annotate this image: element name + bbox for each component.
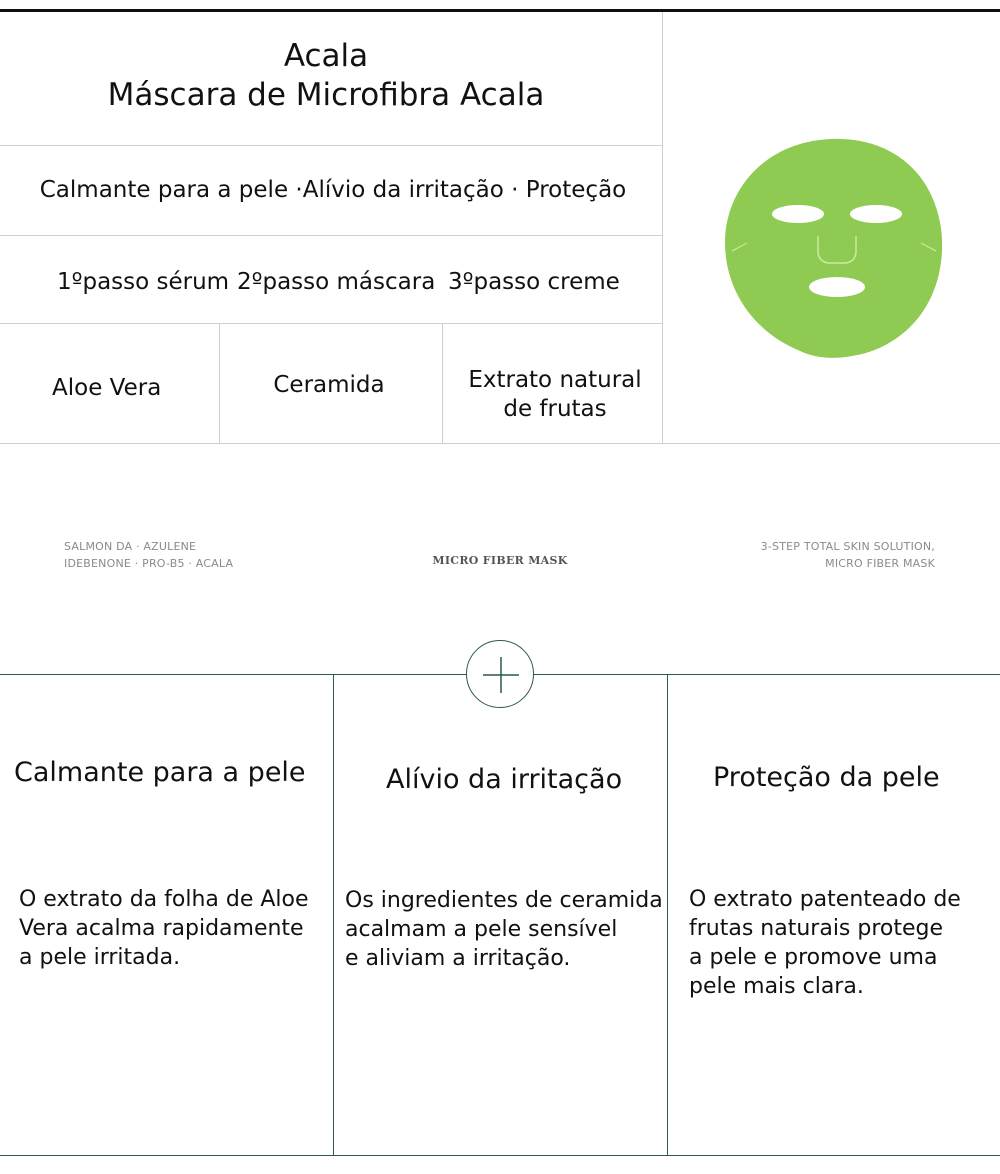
ingredients-row bbox=[0, 324, 662, 444]
table-divider bbox=[662, 12, 663, 444]
step-mask: 2ºpasso máscara bbox=[237, 269, 436, 295]
feature-description-relief: Os ingredientes de ceramida acalmam a pele sensível e aliviam a irritação. bbox=[345, 888, 663, 971]
solution-caption bbox=[761, 538, 935, 572]
caption-line: 3-STEP TOTAL SKIN SOLUTION, bbox=[760, 540, 935, 553]
feature-description-soothing: O extrato da folha de Aloe Vera acalma rapidamente a pele irritada. bbox=[19, 887, 309, 970]
feature-description-protection: O extrato patenteado de frutas naturais protege a pele e promove uma pele mais clara. bbox=[689, 887, 961, 999]
ingredient-fruit-extract: Extrato natural de frutas bbox=[468, 367, 642, 422]
product-type-caption: MICRO FIBER MASK bbox=[432, 554, 568, 567]
table-divider bbox=[662, 443, 1000, 444]
feature-grid-divider bbox=[667, 674, 668, 1156]
caption-line: MICRO FIBER MASK bbox=[825, 557, 935, 570]
step-cream: 3ºpasso creme bbox=[448, 269, 620, 295]
feature-title-relief: Alívio da irritação bbox=[386, 764, 623, 795]
feature-title-soothing: Calmante para a pele bbox=[14, 757, 306, 788]
ingredient-aloe-vera: Aloe Vera bbox=[52, 375, 162, 401]
title-row bbox=[0, 12, 662, 146]
ingredient-cell bbox=[220, 324, 443, 443]
product-title: Máscara de Microfibra Acala bbox=[107, 77, 545, 113]
caption-line: IDEBENONE · PRO-B5 · ACALA bbox=[64, 557, 234, 570]
feature-title-protection: Proteção da pele bbox=[713, 762, 940, 793]
benefits-summary: Calmante para a pele ·Alívio da irritação · Proteção bbox=[39, 177, 627, 203]
ingredient-cell bbox=[443, 324, 661, 443]
step-serum: 1ºpasso sérum bbox=[57, 269, 230, 295]
ingredient-cell bbox=[0, 324, 220, 443]
benefits-row bbox=[0, 146, 662, 236]
feature-grid-bottom-border bbox=[0, 1155, 1000, 1156]
plus-icon bbox=[466, 640, 534, 708]
steps-row bbox=[0, 236, 662, 324]
product-info-table bbox=[0, 12, 662, 444]
caption-line: SALMON DA · AZULENE bbox=[64, 540, 197, 553]
feature-grid-divider bbox=[333, 674, 334, 1156]
brand-name: Acala bbox=[283, 38, 369, 74]
ingredient-ceramide: Ceramida bbox=[273, 372, 385, 398]
sheet-mask-icon bbox=[722, 133, 946, 359]
